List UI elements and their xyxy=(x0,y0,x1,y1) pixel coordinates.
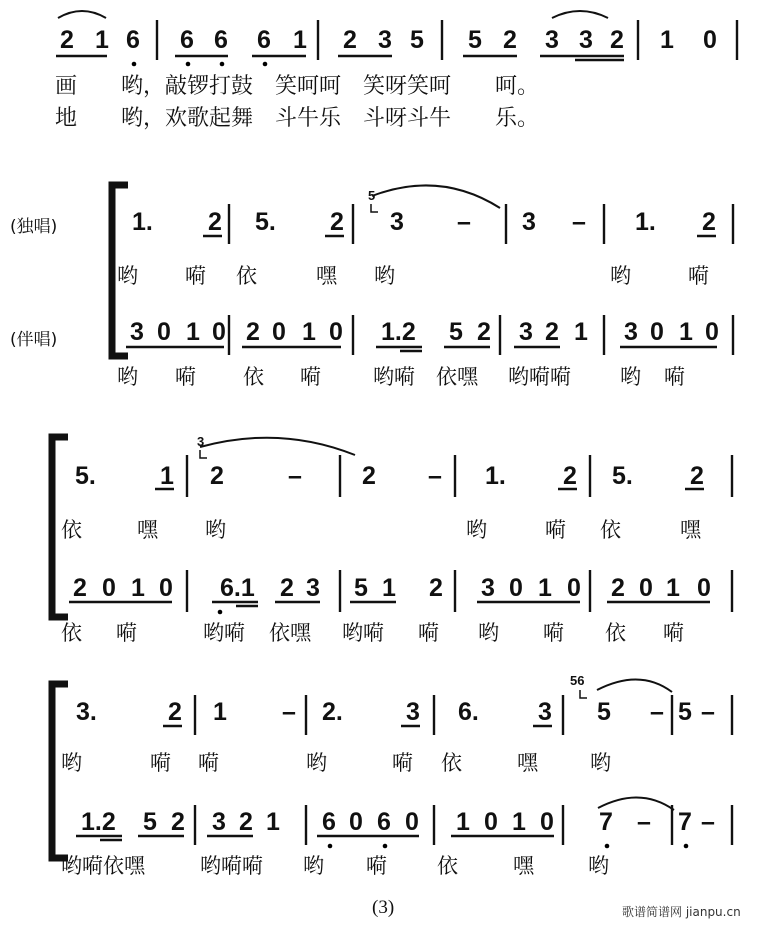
note: 0 xyxy=(102,574,116,602)
system-4 xyxy=(52,673,732,878)
note: – xyxy=(701,808,715,836)
lyric: 哟 xyxy=(117,365,138,389)
note: 3 xyxy=(545,26,559,54)
note: – xyxy=(701,698,715,726)
note: 0 xyxy=(567,574,581,602)
tie xyxy=(372,185,500,208)
grace-hook xyxy=(371,204,378,212)
note: 6 xyxy=(377,808,391,836)
note: 1 xyxy=(666,574,680,602)
low-dot xyxy=(220,62,225,67)
tie xyxy=(58,11,106,18)
lyric: 哟 xyxy=(466,518,487,542)
note: 2 xyxy=(503,26,517,54)
note: 5 xyxy=(678,698,692,726)
note: 7 xyxy=(599,808,613,836)
lyric: 依 xyxy=(605,621,626,645)
note: 2 xyxy=(239,808,253,836)
note: 1 xyxy=(382,574,396,602)
tie xyxy=(597,679,672,692)
note: 3 xyxy=(624,318,638,346)
low-dot xyxy=(383,844,388,849)
note: 1 xyxy=(660,26,674,54)
note: 2 xyxy=(343,26,357,54)
lyric: 嗬 xyxy=(116,621,137,645)
lyric: 嗬 xyxy=(418,621,439,645)
lyric: 嘿 xyxy=(513,854,534,878)
lyric: 依 xyxy=(61,518,82,542)
low-dot xyxy=(186,62,191,67)
note: 1 xyxy=(302,318,316,346)
lyric: 哟嗬依嘿 xyxy=(61,854,145,878)
system-3-solo-lyrics xyxy=(61,518,702,542)
note: – xyxy=(282,698,296,726)
system-1 xyxy=(55,11,737,131)
note: 3 xyxy=(481,574,495,602)
note: 0 xyxy=(697,574,711,602)
note: 1. xyxy=(132,208,153,236)
note: 3 xyxy=(579,26,593,54)
note: 0 xyxy=(639,574,653,602)
lyric: 嘿 xyxy=(137,518,158,542)
note: 3. xyxy=(76,698,97,726)
note: 3 xyxy=(390,208,404,236)
note: 6 xyxy=(214,26,228,54)
note: 2 xyxy=(545,318,559,346)
note: 0 xyxy=(159,574,173,602)
system-4-solo-notes xyxy=(76,698,715,726)
lyric: 依嘿 xyxy=(436,365,478,389)
solo-label: (独唱) xyxy=(10,217,58,237)
note: 0 xyxy=(650,318,664,346)
note: 3 xyxy=(406,698,420,726)
note: 1 xyxy=(266,808,280,836)
note: 2 xyxy=(429,574,443,602)
note: – xyxy=(650,698,664,726)
note: 1. xyxy=(485,462,506,490)
note: 3 xyxy=(130,318,144,346)
lyric: 哟 xyxy=(610,264,631,288)
lyric: 嗬 xyxy=(175,365,196,389)
note: 6 xyxy=(257,26,271,54)
note: 0 xyxy=(509,574,523,602)
note: 3 xyxy=(522,208,536,236)
note: 2 xyxy=(73,574,87,602)
lyric: 依 xyxy=(243,365,264,389)
lyric: 依嘿 xyxy=(269,621,311,645)
lyric: 嘿 xyxy=(517,751,538,775)
lyric: 哟嗬 xyxy=(373,365,415,389)
note: – xyxy=(572,208,586,236)
low-dot xyxy=(132,62,137,67)
lyric: 嗬 xyxy=(150,751,171,775)
lyric: 嗬 xyxy=(366,854,387,878)
system-3-accomp-notes xyxy=(73,574,711,602)
note: 2 xyxy=(702,208,716,236)
note: 5 xyxy=(354,574,368,602)
system-4-accomp-notes xyxy=(81,808,715,836)
lyric: 哟嗬嗬 xyxy=(200,854,263,878)
note: 6 xyxy=(126,26,140,54)
system-3-accomp-lyrics xyxy=(61,621,684,645)
note: 2 xyxy=(611,574,625,602)
note: 2 xyxy=(208,208,222,236)
lyric: 嗬 xyxy=(663,621,684,645)
note: – xyxy=(288,462,302,490)
note: 6 xyxy=(180,26,194,54)
note: 5. xyxy=(612,462,633,490)
note: 1. xyxy=(635,208,656,236)
note: 2 xyxy=(610,26,624,54)
note: 2 xyxy=(280,574,294,602)
accomp-label: (伴唱) xyxy=(10,330,58,350)
lyric: 嘿 xyxy=(680,518,701,542)
lyric: 嗬 xyxy=(185,264,206,288)
note: 1 xyxy=(95,26,109,54)
note: 2 xyxy=(330,208,344,236)
lyric: 依 xyxy=(61,621,82,645)
lyric: 依 xyxy=(441,751,462,775)
lyric: 哟 xyxy=(588,854,609,878)
lyric: 哟嗬嗬 xyxy=(508,365,571,389)
note: 6 xyxy=(322,808,336,836)
low-dot xyxy=(263,62,268,67)
note: – xyxy=(457,208,471,236)
low-dot xyxy=(684,844,689,849)
note: 3 xyxy=(212,808,226,836)
note: 0 xyxy=(157,318,171,346)
note: 7 xyxy=(678,808,692,836)
note: 1 xyxy=(456,808,470,836)
lyric-line-1: 画 哟，敲锣打鼓 笑呵呵 笑呀笑呵 呵。 xyxy=(55,74,540,99)
system-3 xyxy=(52,434,732,645)
lyric: 嗬 xyxy=(688,264,709,288)
note: 0 xyxy=(705,318,719,346)
note: 3 xyxy=(306,574,320,602)
note: 1 xyxy=(131,574,145,602)
system-2-accomp-lyrics xyxy=(117,365,685,389)
note: 5. xyxy=(75,462,96,490)
note: 1.2 xyxy=(381,318,416,346)
system-2 xyxy=(10,185,733,389)
note: 6. xyxy=(458,698,479,726)
note: 0 xyxy=(484,808,498,836)
tie xyxy=(200,438,355,455)
lyric: 嘿 xyxy=(316,264,337,288)
note: 5 xyxy=(468,26,482,54)
note: 1 xyxy=(574,318,588,346)
lyric: 嗬 xyxy=(543,621,564,645)
lyric: 哟嗬 xyxy=(203,621,245,645)
note: 3 xyxy=(519,318,533,346)
system-4-solo-lyrics xyxy=(61,751,611,775)
system-2-solo-lyrics xyxy=(117,264,709,288)
note: 1 xyxy=(213,698,227,726)
note: 2 xyxy=(171,808,185,836)
note: 2 xyxy=(210,462,224,490)
grace-note: 56 xyxy=(570,673,585,688)
note: 5 xyxy=(597,698,611,726)
grace-hook xyxy=(200,450,207,458)
note: 1 xyxy=(293,26,307,54)
note: – xyxy=(428,462,442,490)
grace-note: 5 xyxy=(368,188,376,203)
note: 5 xyxy=(449,318,463,346)
lyric: 哟 xyxy=(205,518,226,542)
lyric: 哟 xyxy=(478,621,499,645)
watermark: 歌谱简谱网 jianpu.cn xyxy=(622,905,741,919)
low-dot xyxy=(218,610,223,615)
lyric: 依 xyxy=(236,264,257,288)
lyric: 哟 xyxy=(117,264,138,288)
grace-note: 3 xyxy=(197,434,205,449)
lyric: 嗬 xyxy=(392,751,413,775)
note: 3 xyxy=(538,698,552,726)
note: 1 xyxy=(512,808,526,836)
system-1-notes xyxy=(60,26,717,54)
note: 5 xyxy=(143,808,157,836)
note: 2 xyxy=(362,462,376,490)
lyric: 哟 xyxy=(303,854,324,878)
note: 1 xyxy=(679,318,693,346)
note: 5 xyxy=(410,26,424,54)
note: 1 xyxy=(538,574,552,602)
note: 0 xyxy=(405,808,419,836)
note: 1 xyxy=(160,462,174,490)
note: 2 xyxy=(477,318,491,346)
note: 0 xyxy=(540,808,554,836)
page-number: (3) xyxy=(372,897,395,918)
lyric: 哟 xyxy=(620,365,641,389)
note: 0 xyxy=(703,26,717,54)
note: 0 xyxy=(212,318,226,346)
note: 0 xyxy=(329,318,343,346)
low-dot xyxy=(605,844,610,849)
note: 6.1 xyxy=(220,574,255,602)
lyric: 嗬 xyxy=(300,365,321,389)
lyric: 哟嗬 xyxy=(342,621,384,645)
note: 1 xyxy=(186,318,200,346)
note: 3 xyxy=(378,26,392,54)
lyric: 依 xyxy=(437,854,458,878)
low-dot xyxy=(328,844,333,849)
system-3-solo-notes xyxy=(75,462,704,490)
note: 2 xyxy=(563,462,577,490)
note: 1.2 xyxy=(81,808,116,836)
note: 2 xyxy=(168,698,182,726)
grace-hook xyxy=(580,690,587,698)
lyric: 嗬 xyxy=(198,751,219,775)
note: – xyxy=(637,808,651,836)
lyric: 哟 xyxy=(61,751,82,775)
lyric: 嗬 xyxy=(545,518,566,542)
note: 2 xyxy=(60,26,74,54)
note: 2 xyxy=(246,318,260,346)
lyric: 哟 xyxy=(306,751,327,775)
note: 0 xyxy=(349,808,363,836)
lyric: 嗬 xyxy=(664,365,685,389)
note: 2. xyxy=(322,698,343,726)
lyric-line-2: 地 哟，欢歌起舞 斗牛乐 斗呀斗牛 乐。 xyxy=(55,106,540,131)
system-4-accomp-lyrics xyxy=(61,854,609,878)
system-2-solo-notes xyxy=(132,208,716,236)
note: 5. xyxy=(255,208,276,236)
lyric: 哟 xyxy=(590,751,611,775)
system-2-accomp-notes xyxy=(130,318,719,346)
tie xyxy=(552,11,608,18)
lyric: 依 xyxy=(600,518,621,542)
note: 0 xyxy=(272,318,286,346)
note: 2 xyxy=(690,462,704,490)
lyric: 哟 xyxy=(374,264,395,288)
